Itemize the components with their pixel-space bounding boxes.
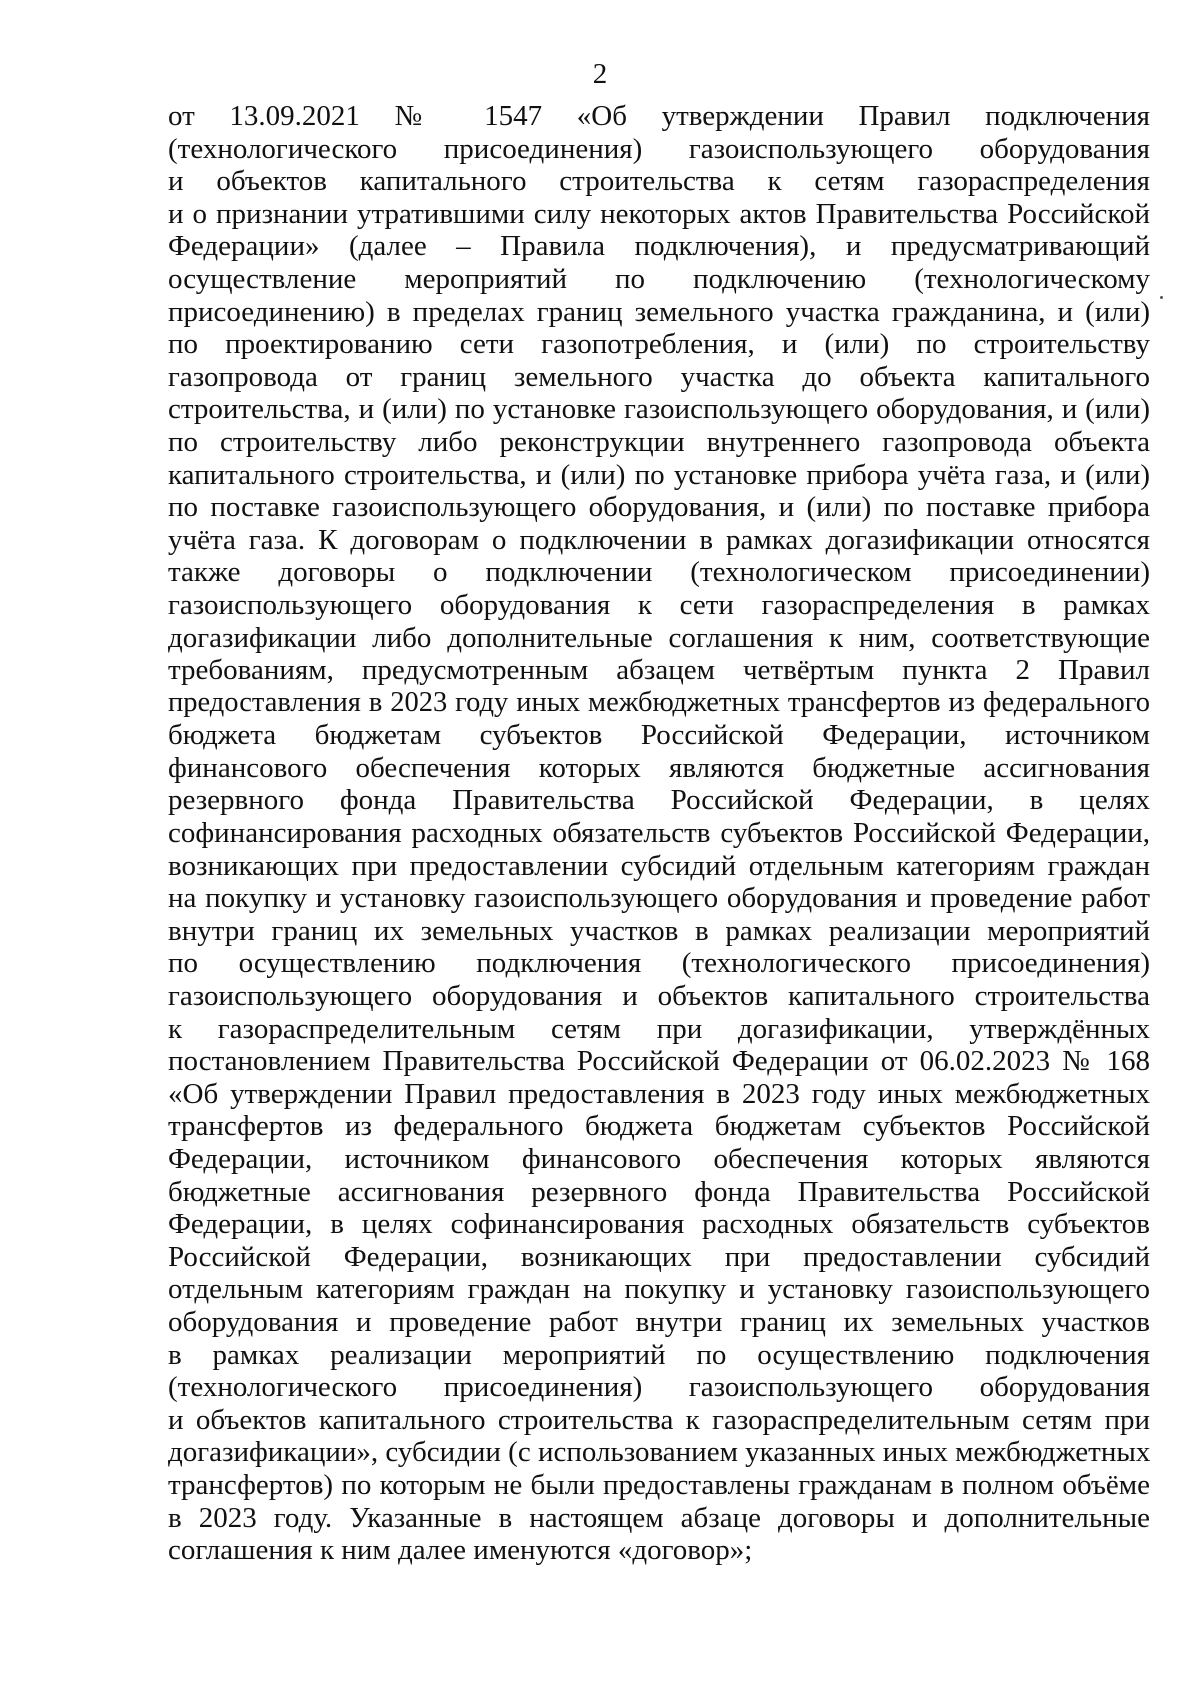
text-line: (технологического присоединения) газоиспользующего оборудования [168,132,1150,165]
text-line: предоставления в 2023 году иных межбюджетных трансфертов из федерального [168,686,1150,718]
text-line: к газораспределительным сетям при догазификации, утверждённых [168,1012,1150,1045]
text-line: осуществление мероприятий по подключению (технологическому [168,262,1150,295]
text-line: также договоры о подключении (технологическом присоединении) [168,556,1150,589]
text-line: от 13.09.2021 № 1547 «Об утверждении Правил подключения [168,100,1150,132]
text-line: резервного фонда Правительства Российской Федерации, в целях [168,784,1150,817]
text-line: оборудования и проведение работ внутри границ их земельных участков [168,1305,1150,1338]
text-line: требованиям, предусмотренным абзацем четвёртым пункта 2 Правил [168,654,1150,687]
text-line: газоиспользующего оборудования к сети газораспределения в рамках [168,588,1150,621]
text-line: по строительству либо реконструкции внутреннего газопровода объекта [168,425,1150,458]
text-line: на покупку и установку газоиспользующего оборудования и проведение работ [168,882,1150,915]
text-line: по проектированию сети газопотребления, и (или) по строительству [168,328,1150,361]
text-line: Российской Федерации, возникающих при предоставлении субсидий [168,1240,1150,1273]
text-line: догазификации», субсидии (с использованием указанных иных межбюджетных [168,1436,1151,1469]
page-number: 2 [592,58,608,90]
text-line: Федерации» (далее – Правила подключения), и предусматривающий [168,230,1150,263]
text-line: внутри границ их земельных участков в рамках реализации мероприятий [168,914,1150,947]
text-line: по поставке газоиспользующего оборудования, и (или) по поставке прибора [168,491,1150,524]
text-line: отдельным категориям граждан на покупку и установку газоиспользующего [168,1273,1150,1306]
text-line: догазификации либо дополнительные соглашения к ним, соответствующие [168,621,1150,654]
text-line: бюджетные ассигнования резервного фонда Правительства Российской [168,1175,1150,1208]
text-line: и о признании утратившими силу некоторых актов Правительства Российской [168,197,1150,230]
text-line: и объектов капитального строительства к газораспределительным сетям при [168,1403,1150,1436]
scan-speck [1160,296,1163,299]
text-line: постановлением Правительства Российской Федерации от 06.02.2023 № 168 [168,1045,1150,1078]
text-line: трансфертов из федерального бюджета бюджетам субъектов Российской [168,1110,1150,1143]
text-line: присоединению) в пределах границ земельного участка гражданина, и (или) [168,295,1150,328]
text-line: газоиспользующего оборудования и объектов капитального строительства [168,980,1150,1013]
text-line: по осуществлению подключения (технологического присоединения) [168,947,1150,980]
text-line: (технологического присоединения) газоиспользующего оборудования [168,1371,1150,1404]
text-line: трансфертов) по которым не были предоставлены гражданам в полном объёме [168,1468,1150,1501]
text-line: «Об утверждении Правил предоставления в 2023 году иных межбюджетных [168,1077,1150,1110]
text-line: капитального строительства, и (или) по установке прибора учёта газа, и (или) [168,458,1150,491]
text-line: учёта газа. К договорам о подключении в рамках догазификации относятся [168,523,1150,556]
text-line: Федерации, в целях софинансирования расходных обязательств субъектов [168,1208,1150,1241]
text-line: Федерации, источником финансового обеспечения которых являются [168,1143,1150,1175]
text-line: возникающих при предоставлении субсидий отдельным категориям граждан [168,849,1150,882]
body-paragraph [168,100,1150,1567]
text-line: в рамках реализации мероприятий по осуществлению подключения [168,1338,1150,1371]
text-line: финансового обеспечения которых являются бюджетные ассигнования [168,751,1150,784]
text-line: в 2023 году. Указанные в настоящем абзаце договоры и дополнительные [168,1501,1150,1534]
text-line-last: соглашения к ним далее именуются «договор»; [168,1534,753,1567]
text-line: строительства, и (или) по установке газоиспользующего оборудования, и (или) [168,393,1150,426]
text-line: и объектов капитального строительства к сетям газораспределения [168,165,1150,198]
text-line: бюджета бюджетам субъектов Российской Федерации, источником [168,719,1150,752]
text-line: газопровода от границ земельного участка до объекта капитального [168,360,1150,393]
text-line: софинансирования расходных обязательств субъектов Российской Федерации, [168,817,1150,850]
